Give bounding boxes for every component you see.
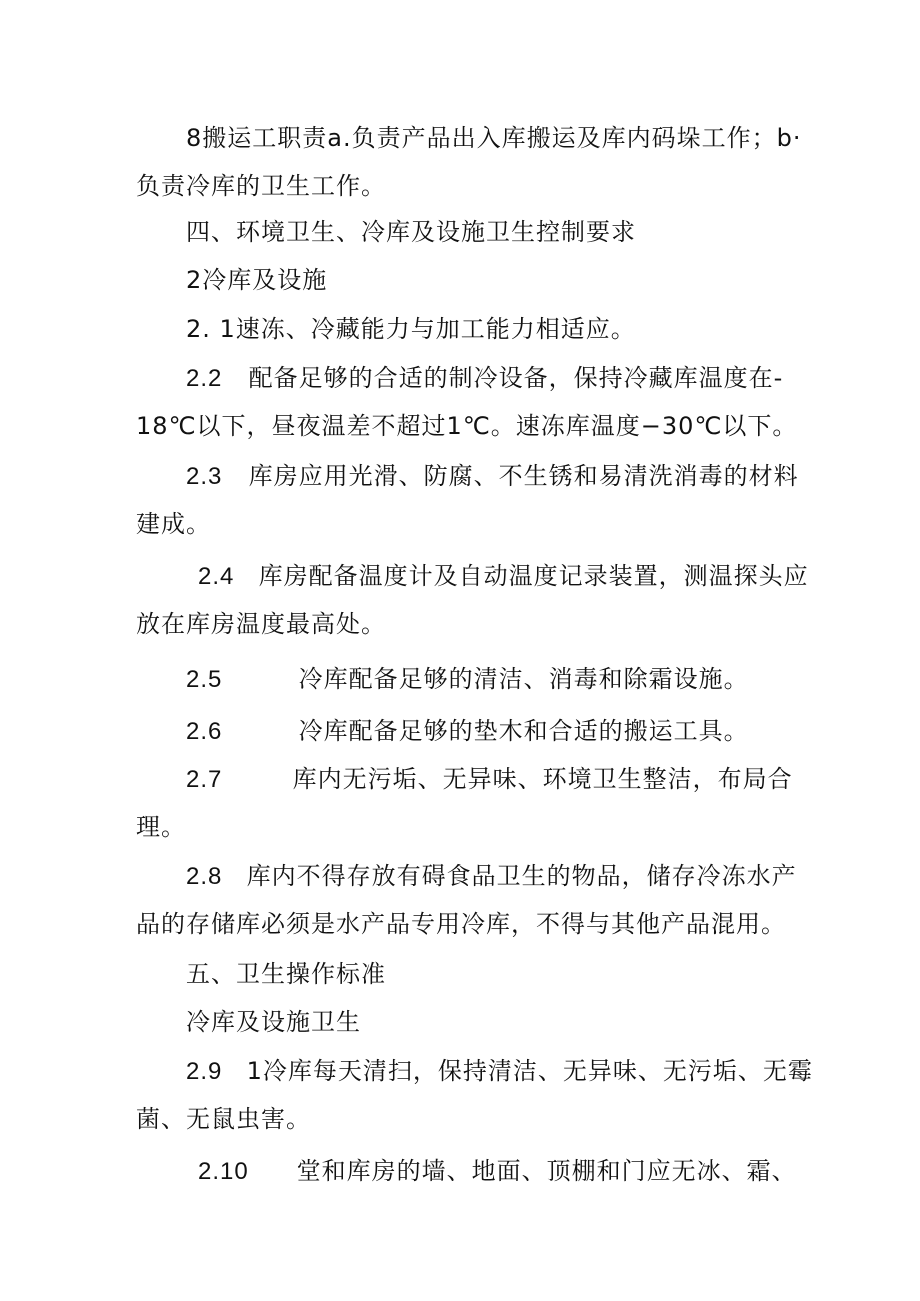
section-heading-text: 五、卫生操作标准 xyxy=(186,960,386,988)
text-line xyxy=(136,410,797,442)
numbered-item xyxy=(186,362,783,395)
text-line xyxy=(136,811,186,843)
numbered-item xyxy=(198,1155,797,1188)
line-text: 负责冷库的卫生工作。 xyxy=(136,172,386,200)
item-text: 冷库配备足够的垫木和合适的搬运工具。 xyxy=(298,717,749,745)
line-text: 18℃以下，昼夜温差不超过1℃。速冻库温度−30℃以下。 xyxy=(136,412,798,440)
subsection-heading xyxy=(186,1006,361,1038)
text-line xyxy=(136,908,786,940)
subsection-heading-text: 冷库及设施卫生 xyxy=(186,1008,361,1036)
item-text: 库房配备温度计及自动温度记录装置，测温探头应 xyxy=(258,562,809,590)
item-text: 堂和库房的墙、地面、顶棚和门应无冰、霜、 xyxy=(296,1157,797,1185)
item-text: 库房应用光滑、防腐、不生锈和易清洗消毒的材料 xyxy=(248,462,799,490)
numbered-item xyxy=(186,460,799,493)
line-text: 8搬运工职责a.负责产品出入库搬运及库内码垛工作；b· xyxy=(186,124,802,152)
item-text: 冷库配备足够的清洁、消毒和除霜设施。 xyxy=(298,665,749,693)
item-number: 2.2 xyxy=(186,365,223,392)
numbered-item xyxy=(198,560,809,593)
item-text: 库内不得存放有碍食品卫生的物品，储存冷冻水产 xyxy=(246,862,797,890)
numbered-item xyxy=(186,763,793,796)
line-text: 菌、无鼠虫害。 xyxy=(136,1105,311,1133)
line-text: 品的存储库必须是水产品专用冷库，不得与其他产品混用。 xyxy=(136,910,786,938)
section-heading-text: 四、环境卫生、冷库及设施卫生控制要求 xyxy=(186,218,636,246)
text-line xyxy=(186,122,801,154)
item-number: 2.8 xyxy=(186,863,223,890)
numbered-item xyxy=(186,715,749,748)
line-text: 理。 xyxy=(136,813,186,841)
subsection-heading xyxy=(186,264,327,296)
line-text: 放在库房温度最高处。 xyxy=(136,610,386,638)
text-line xyxy=(186,313,636,345)
item-number: 2.5 xyxy=(186,666,223,693)
item-number: 2.3 xyxy=(186,463,223,490)
item-number: 2.6 xyxy=(186,718,223,745)
item-text: 1冷库每天清扫，保持清洁、无异味、无污垢、无霉 xyxy=(246,1057,813,1085)
section-heading xyxy=(186,958,386,990)
line-text: 建成。 xyxy=(136,510,211,538)
item-text: 配备足够的合适的制冷设备，保持冷藏库温度在- xyxy=(248,364,784,392)
text-line xyxy=(136,608,386,640)
text-line xyxy=(136,170,386,202)
text-line xyxy=(136,508,211,540)
text-line xyxy=(136,1103,311,1135)
numbered-item xyxy=(186,663,749,696)
line-text: 2. 1速冻、冷藏能力与加工能力相适应。 xyxy=(186,315,636,343)
item-number: 2.9 xyxy=(186,1058,223,1085)
numbered-item xyxy=(186,860,797,893)
numbered-item xyxy=(186,1055,813,1088)
item-text: 库内无污垢、无异味、环境卫生整洁，布局合 xyxy=(292,765,793,793)
item-number: 2.7 xyxy=(186,766,223,793)
item-number: 2.4 xyxy=(198,563,235,590)
section-heading xyxy=(186,216,636,248)
item-number: 2.10 xyxy=(198,1158,249,1185)
subsection-heading-text: 2冷库及设施 xyxy=(186,266,328,294)
